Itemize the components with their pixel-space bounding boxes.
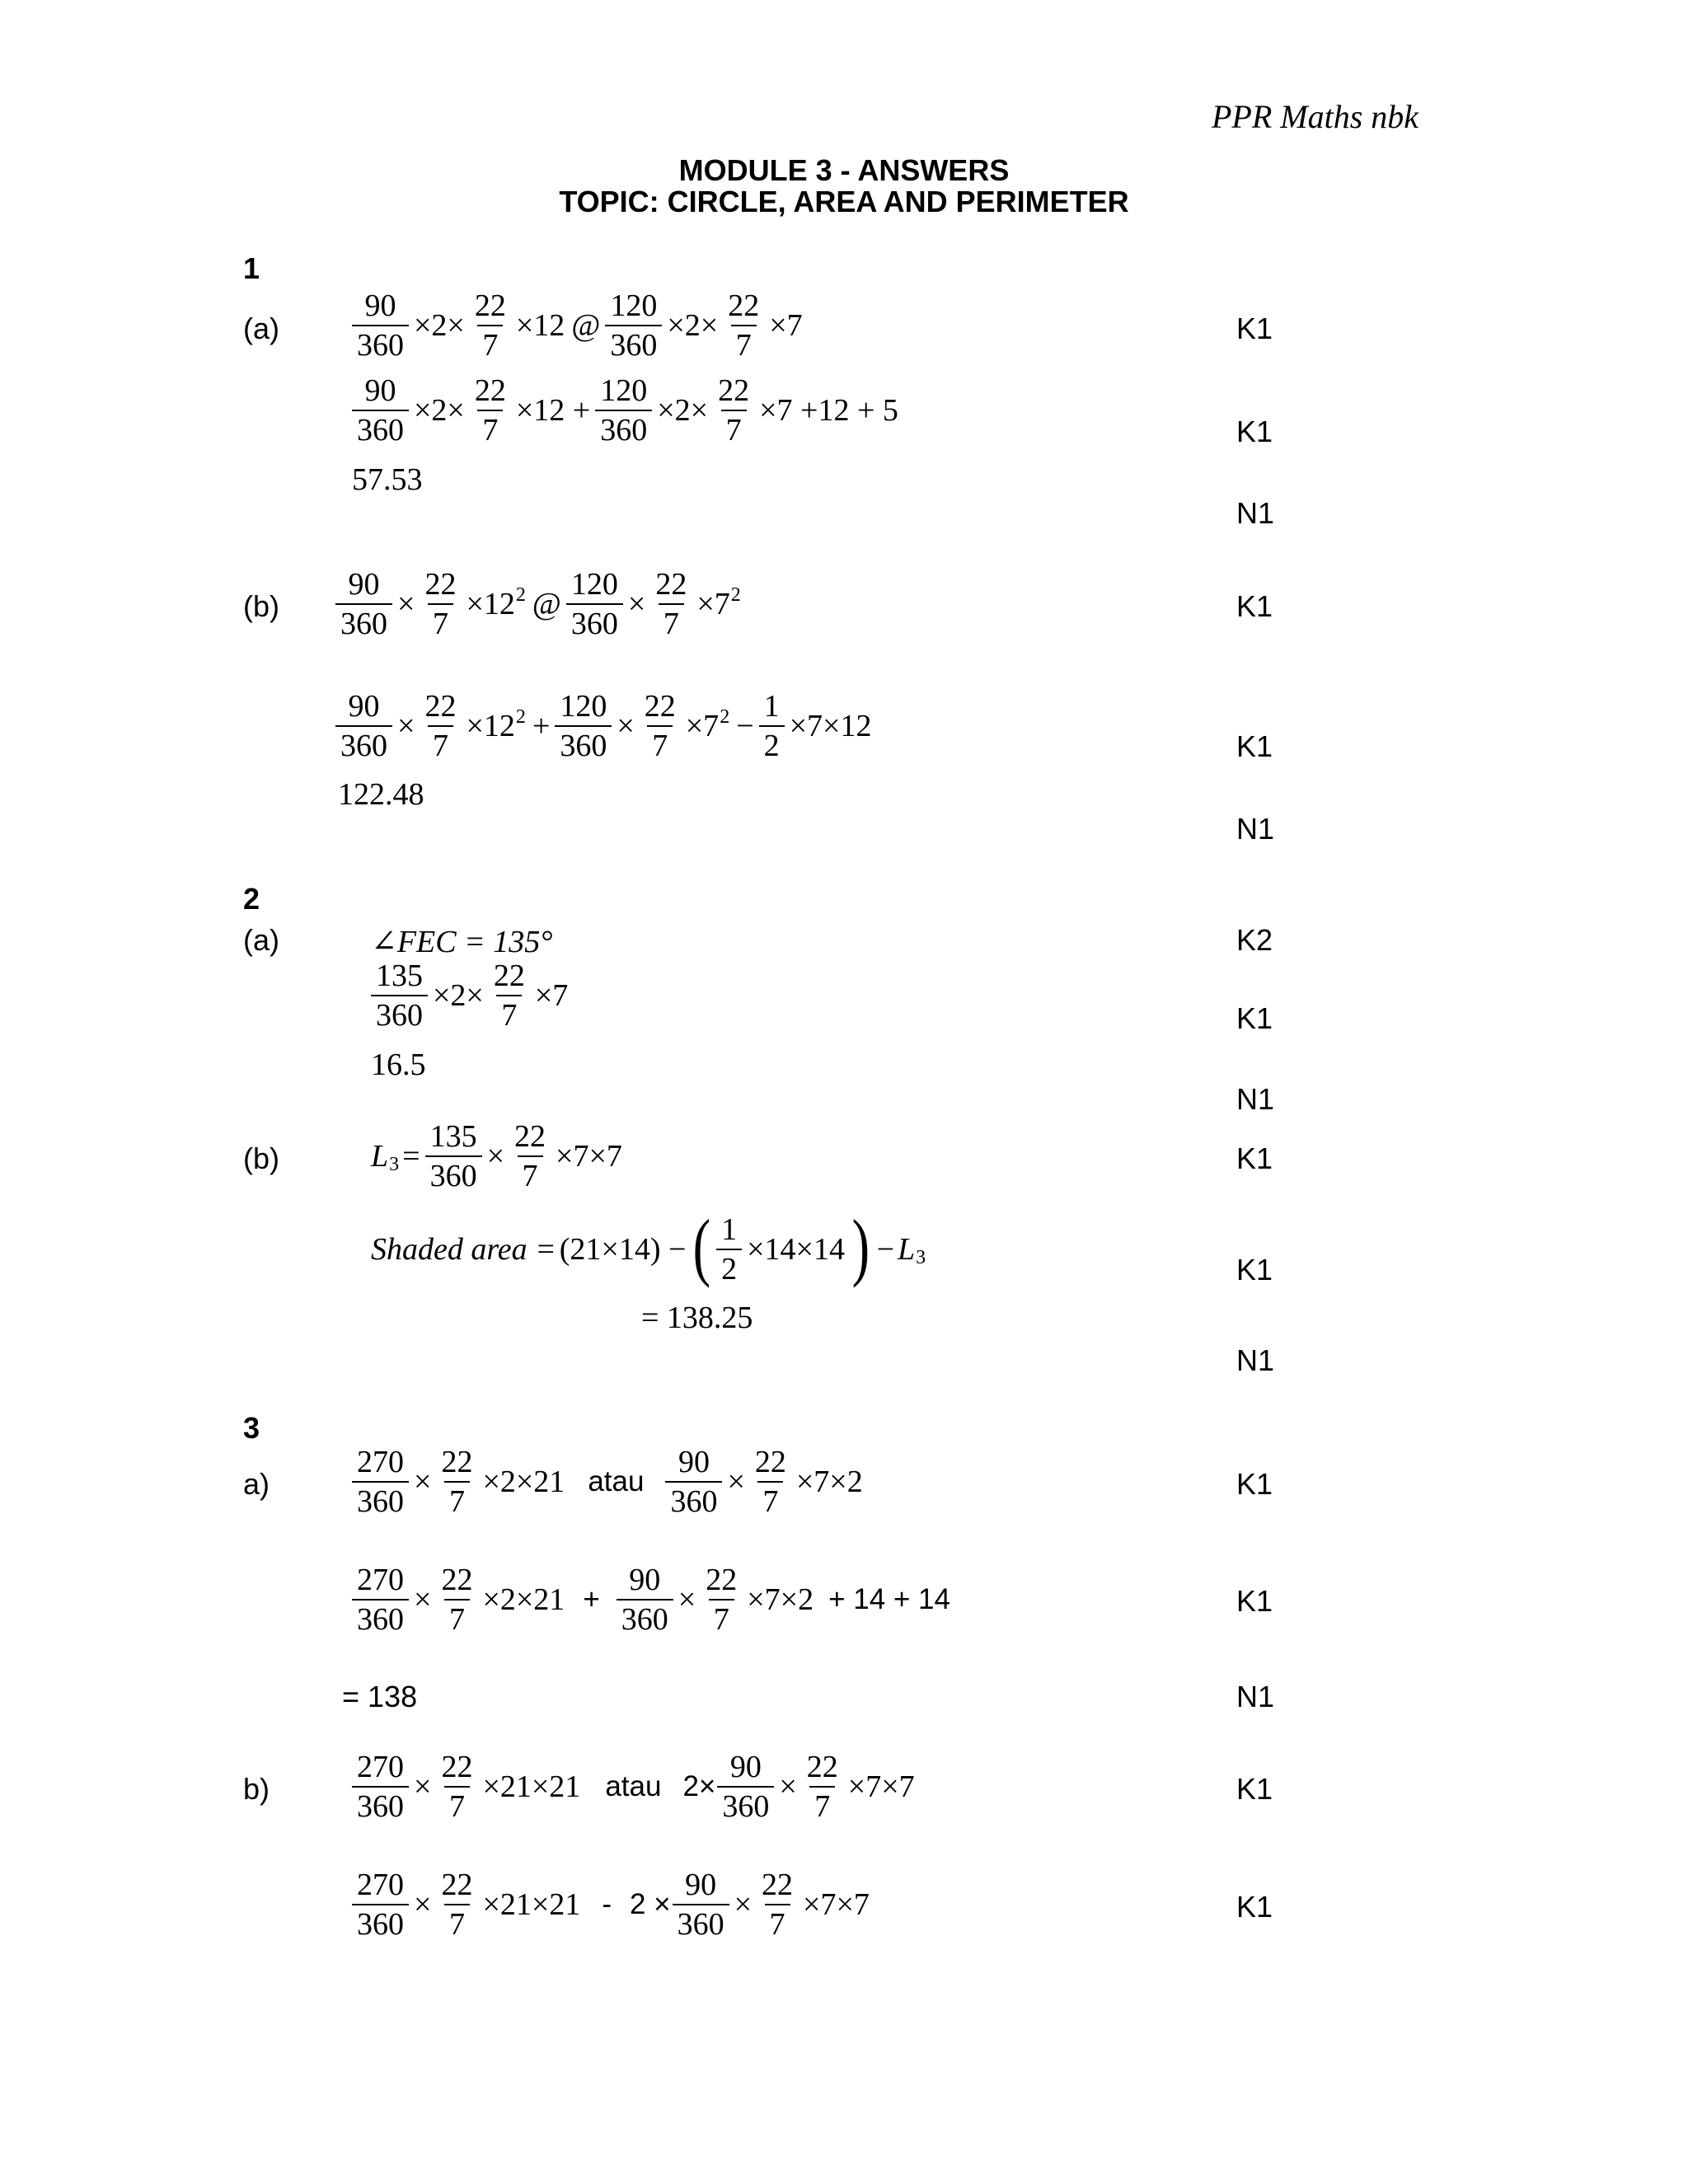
equation-line: L 3 = $\frac{135}{360}$ × $\frac{22}{7}$ ×7×7: [371, 1119, 622, 1193]
equation-line: $\frac{270}{360}$ × $\frac{22}{7}$ ×21×21 atau 2× $\frac{90}{360}$ × $\frac{22}{7}$ ×7×7: [350, 1751, 918, 1822]
module-title: MODULE 3 - ANSWERS: [678, 153, 1010, 187]
answer-value: = 138.25: [641, 1301, 753, 1335]
question-number: 2: [243, 882, 260, 916]
or-word: atau: [605, 1770, 662, 1802]
page-header: PPR Maths nbk: [1212, 98, 1419, 135]
equation-line: $\frac{270}{360}$ × $\frac{22}{7}$ ×2×21 atau $\frac{90}{360}$ × $\frac{22}{7}$ ×7×2: [350, 1446, 866, 1517]
added-lengths: + 14 + 14: [828, 1583, 950, 1615]
equation-line: $\frac{270}{360}$ × $\frac{22}{7}$ ×2×21 + $\frac{90}{360}$ × $\frac{22}{7}$ ×7×2 + 14 + 14: [350, 1564, 950, 1635]
shaded-area-label: Shaded area =: [371, 1232, 556, 1267]
mark-label: N1: [1236, 812, 1275, 846]
equation-line: $\frac{90}{360}$ ×2× $\frac{22}{7}$ ×12 @ $\frac{120}{360}$ ×2× $\frac{22}{7}$ ×7: [350, 290, 806, 361]
answer-value: = 138: [342, 1680, 418, 1713]
mark-label: N1: [1236, 1680, 1275, 1713]
minus-sign: -: [602, 1888, 612, 1920]
answer-value: 57.53: [352, 462, 423, 497]
question-number: 1: [243, 251, 260, 285]
equation-line: Shaded area = (21×14) − ( $\frac{1}{2}$ ×14×14 ) − L 3: [371, 1204, 926, 1288]
topic-title: TOPIC: CIRCLE, AREA AND PERIMETER: [559, 185, 1129, 218]
mark-label: K1: [1236, 312, 1273, 345]
part-label: (a): [243, 312, 279, 345]
mark-label: K2: [1236, 923, 1273, 957]
mark-label: K1: [1236, 729, 1273, 763]
part-label: a): [243, 1467, 270, 1501]
mark-label: K1: [1236, 1467, 1273, 1501]
mark-label: K1: [1236, 1001, 1273, 1035]
answer-value: 122.48: [338, 777, 424, 812]
mark-label: N1: [1236, 496, 1275, 530]
equation-line: $\frac{270}{360}$ × $\frac{22}{7}$ ×21×21 - 2 × $\frac{90}{360}$ × $\frac{22}{7}$ ×7×7: [350, 1869, 873, 1940]
part-label: (b): [243, 1141, 279, 1175]
equation-line: $\frac{90}{360}$ × $\frac{22}{7}$ $\times 12^2$ + $\frac{120}{360}$ × $\frac{22}{7}$ $\times 7^2$ − $\frac{1}{2}$ ×7×12: [334, 691, 875, 762]
mark-label: K1: [1236, 1772, 1273, 1806]
part-label: b): [243, 1772, 270, 1806]
mark-label: K1: [1236, 1584, 1273, 1618]
question-number: 3: [243, 1411, 260, 1445]
answer-value: 16.5: [371, 1047, 426, 1082]
part-label: (a): [243, 923, 279, 957]
equation-line: $\frac{90}{360}$ ×2× $\frac{22}{7}$ ×12 + $\frac{120}{360}$ ×2× $\frac{22}{7}$ ×7 +12 + 5: [350, 375, 902, 446]
mark-label: N1: [1236, 1343, 1275, 1377]
mark-label: K1: [1236, 1890, 1273, 1924]
part-label: (b): [243, 589, 279, 623]
equation-line: $\frac{135}{360}$ ×2× $\frac{22}{7}$ ×7: [369, 960, 571, 1031]
equation-line: $\frac{90}{360}$ × $\frac{22}{7}$ $\times 12^2$ @ $\frac{120}{360}$ × $\frac{22}{7}$ $\times 7^2$: [334, 569, 744, 640]
mark-label: K1: [1236, 589, 1273, 623]
mark-label: K1: [1236, 1253, 1273, 1286]
mark-label: K1: [1236, 1141, 1273, 1175]
or-word: atau: [588, 1465, 645, 1497]
mark-label: K1: [1236, 415, 1273, 448]
mark-label: N1: [1236, 1082, 1275, 1116]
angle-statement: ∠FEC = 135°: [371, 925, 553, 959]
